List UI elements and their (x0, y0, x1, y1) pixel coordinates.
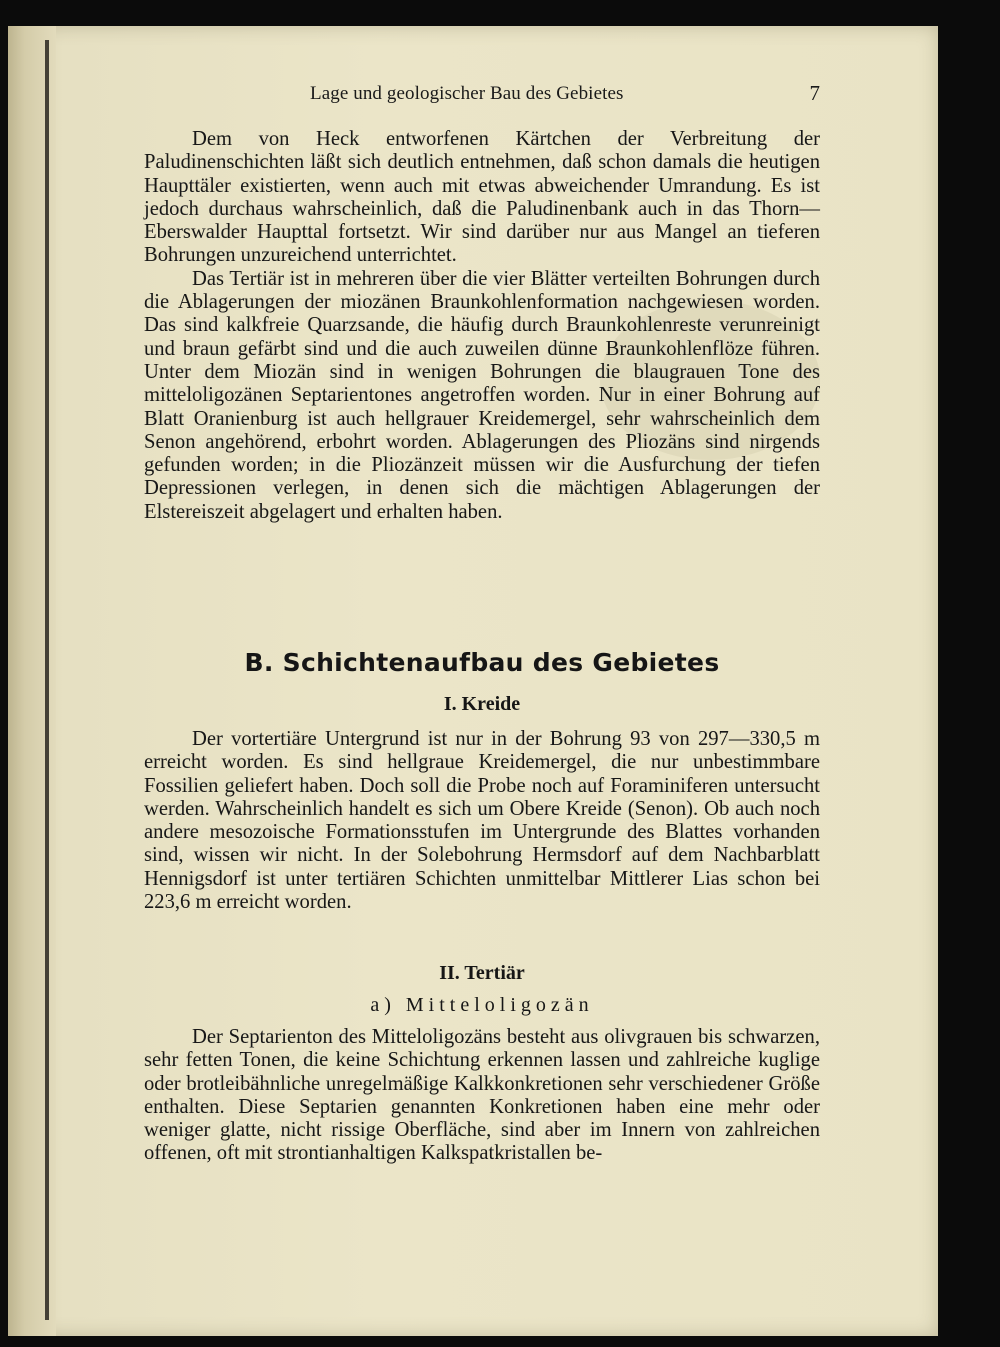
intro-paragraph-1: Dem von Heck entworfenen Kärtchen der Verbreitung der Paludinenschichten läßt sich deutlich entnehmen, daß schon damals die heutigen Haupttäler existierten, wenn auch mit etwas abweichender Umrandung. Es ist jedoch durchaus wahrscheinlich, daß die Paludinenbank auch in das Thorn—Eberswalder Haupttal fortsetzt. Wir sind darüber nur aus Mangel an tieferen Bohrungen unzureichend unterrichtet. (144, 128, 820, 267)
kreide-text (144, 728, 820, 914)
tertiaer-paragraph: Der Septarienton des Mitteloligozäns besteht aus olivgrauen bis schwarzen, sehr fetten Tonen, die keine Schichtung erkennen lassen und zahlreiche kuglige oder brotleibähnliche unregelmäßige Kalkkonkretionen sehr verschiedener Größe enthalten. Diese Septarien genannten Konkretionen haben eine mehr oder weniger glatte, nicht rissige Oberfläche, sind aber im Innern von zahlreichen offenen, oft mit strontianhaltigen Kalkspatkristallen be- (144, 1026, 820, 1165)
tertiaer-heading: II. Tertiär (439, 962, 525, 984)
tertiaer-text (144, 1026, 820, 1166)
running-header (144, 80, 824, 110)
mitteloligozaen-subheading: a) Mitteloligozän (370, 994, 594, 1016)
intro-text (144, 128, 820, 524)
running-header-title: Lage und geologischer Bau des Gebietes (310, 83, 624, 104)
page-number: 7 (809, 81, 820, 105)
kreide-heading: I. Kreide (443, 693, 521, 715)
kreide-paragraph: Der vortertiäre Untergrund ist nur in der Bohrung 93 von 297—330,5 m erreicht worden. Es sind hellgraue Kreidemergel, die nur unbestimmbare Fossilien geliefert haben. Doch soll die Probe noch auf Foraminiferen untersucht werden. Wahrscheinlich handelt es sich um Obere Kreide (Senon). Ob auch noch andere mesozoische Formationsstufen im Untergrunde des Blattes vorhanden sind, wissen wir nicht. In der Solebohrung Hermsdorf auf dem Nachbarblatt Hennigsdorf ist unter tertiären Schichten unmittelbar Mittlerer Lias schon bei 223,6 m erreicht worden. (144, 728, 820, 914)
binding-edge-line (45, 40, 49, 1320)
section-heading: B. Schichtenaufbau des Gebietes (244, 648, 720, 677)
intro-paragraph-2: Das Tertiär ist in mehreren über die vier Blätter verteilten Bohrungen durch die Ablagerungen der miozänen Braunkohlenformation nachgewiesen worden. Das sind kalkfreie Quarzsande, die häufig durch Braunkohlenreste verunreinigt und braun gefärbt sind und die auch zuweilen dünne Braunkohlenflöze führen. Unter dem Miozän sind in wenigen Bohrungen die blaugrauen Tone des mitteloligozänen Septarientones angetroffen worden. Nur in einer Bohrung auf Blatt Oranienburg ist auch hellgrauer Kreidemergel, sehr wahrscheinlich dem Senon angehörend, erbohrt worden. Ablagerungen des Pliozäns sind nirgends gefunden worden; in die Pliozänzeit müssen wir die Ausfurchung der tiefen Depressionen verlegen, in denen sich die mächtigen Ablagerungen der Elstereiszeit abgelagert und erhalten haben. (144, 267, 820, 523)
